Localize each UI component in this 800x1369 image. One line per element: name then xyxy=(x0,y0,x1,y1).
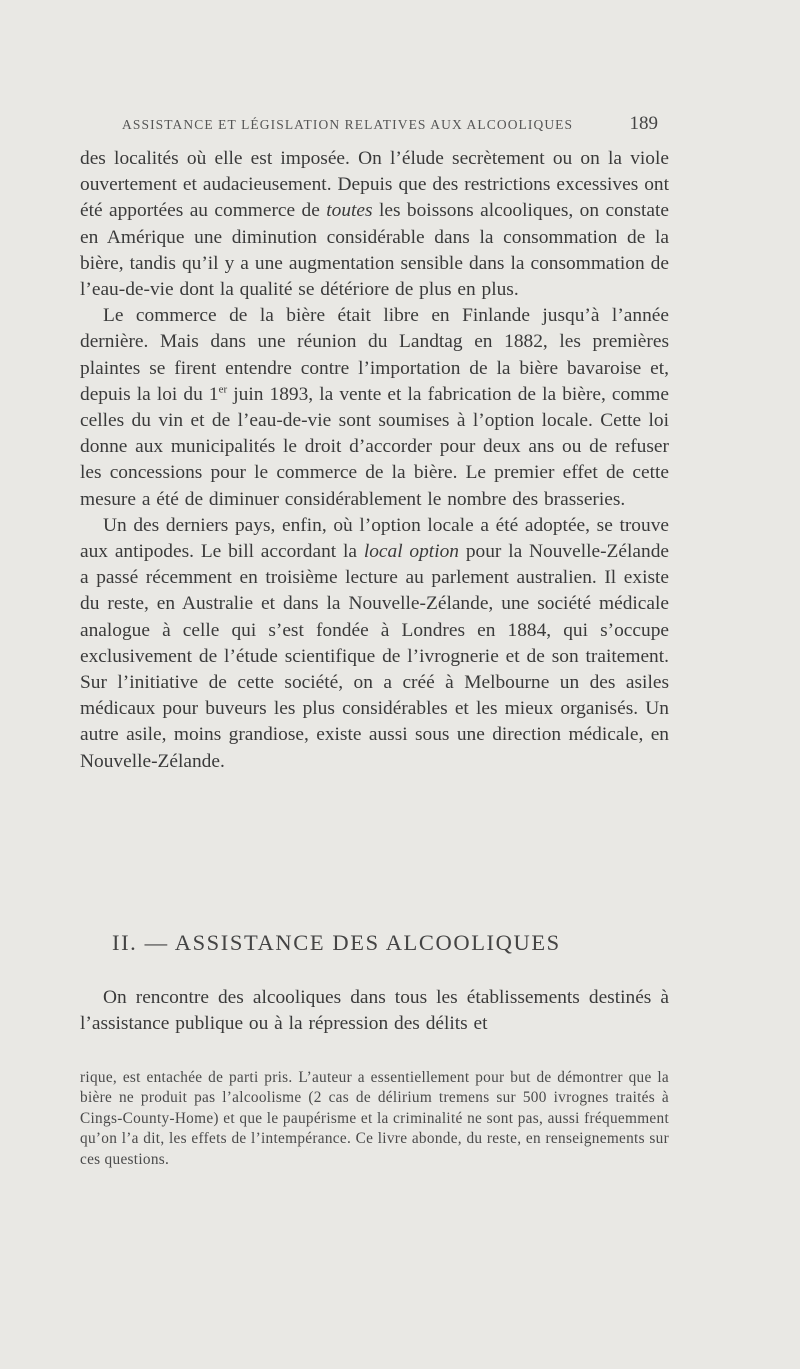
footnote xyxy=(80,1068,669,1170)
page-number: 189 xyxy=(629,113,658,134)
running-header xyxy=(122,113,658,134)
running-title: ASSISTANCE ET LÉGISLATION RELATIVES AUX ALCOOLIQUES xyxy=(122,117,574,132)
paragraph-1-text-a: des localités où elle est imposée. On l’élude secrètement ou on la viole ouvertement et audacieusement. Depuis que des restrictions excessives ont été apportées au commerce de xyxy=(80,148,669,222)
paragraph-3-text-b: pour la Nouvelle-Zélande a passé récemment en troisième lecture au parlement australien. Il existe du reste, en Australie et dans la Nouvelle-Zélande, une société médicale analogue à celle qui s’est fondée à Londres en 1884, qui s’occupe exclusivement de l’étude scientifique de l’ivrognerie et de son traitement. Sur l’initiative de cette société, on a créé à Melbourne un des asiles médicaux pour buveurs les plus considérables et les mieux organisés. Un autre asile, moins grandiose, existe aussi sous une direction médicale, en Nouvelle-Zélande. xyxy=(80,541,669,772)
paragraph-3-italic: local option xyxy=(363,541,459,563)
footnote-text: rique, est entachée de parti pris. L’auteur a essentiellement pour but de démontrer que la bière ne produit pas l’alcoolisme (2 cas de délirium tremens sur 500 ivrognes traités à Cings-County-Home) et que le paupérisme et la criminalité ne sont pas, aussi fréquemment qu’on l’a dit, les effets de l’intempérance. Ce livre abonde, du reste, en renseignements sur ces questions. xyxy=(80,1069,669,1168)
section-heading: II. — ASSISTANCE DES ALCOOLIQUES xyxy=(112,930,561,955)
paragraph-1-text-b: les boissons alcooliques, on constate en Amérique une diminution considérable dans la consommation de la bière, tandis qu’il y a une augmentation sensible dans la consommation de l’eau-de-vie dont la qualité se détériore de plus en plus. xyxy=(80,200,669,301)
paragraph-2-text-b: juin 1893, la vente et la fabrication de la bière, comme celles du vin et de l’eau-de-vie sont soumises à l’option locale. Cette loi donne aux municipalités le droit d’accorder pour deux ans ou de refuser les concessions pour le commerce de la bière. Le premier effet de cette mesure a été de diminuer considérablement le nombre des brasseries. xyxy=(80,383,669,510)
paragraph-2-superscript: er xyxy=(218,383,228,396)
body-text xyxy=(80,146,669,775)
paragraph-3-text-a: Un des derniers pays, enfin, où l’option locale a été adoptée, se trouve aux antipodes. Le bill accordant la xyxy=(80,514,669,563)
section-paragraph-1: On rencontre des alcooliques dans tous les établissements destinés à l’assistance publique ou à la répression des délits et xyxy=(80,987,669,1035)
paragraph-1-italic: toutes xyxy=(326,200,373,222)
paragraph-3 xyxy=(80,513,669,775)
section-text xyxy=(80,985,669,1037)
paragraph-2-text-a: Le commerce de la bière était libre en Finlande jusqu’à l’année dernière. Mais dans une réunion du Landtag en 1882, les premières plaintes se firent entendre contre l’importation de la bière bavaroise et, depuis la loi du 1 xyxy=(80,305,669,405)
paragraph-2 xyxy=(80,303,669,513)
paragraph-1 xyxy=(80,146,669,303)
